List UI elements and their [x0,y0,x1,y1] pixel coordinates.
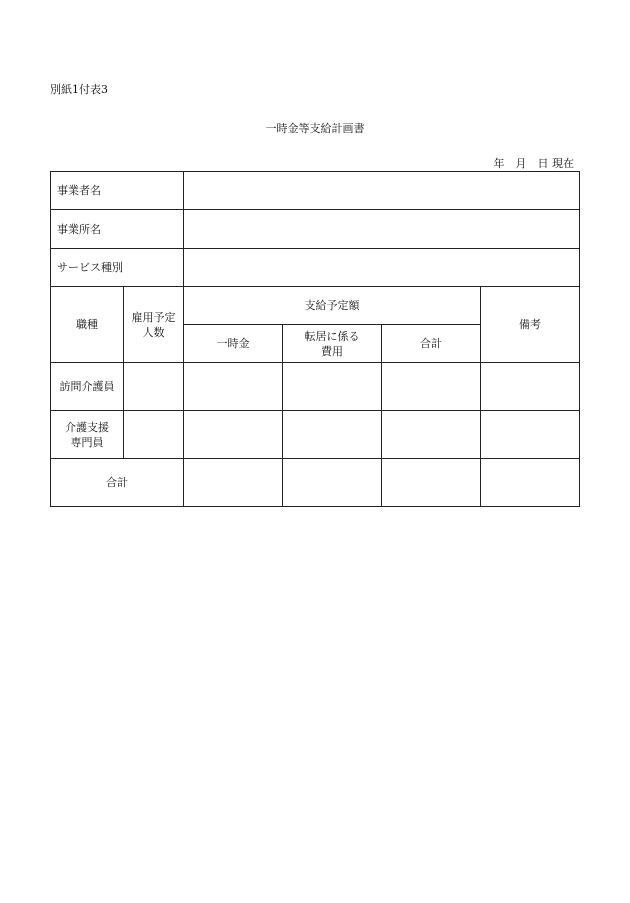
relocation-line2: 費用 [321,344,343,358]
total-label: 合計 [51,459,184,507]
total-relocation-field[interactable] [283,459,382,507]
document-label: 別紙1付表3 [50,83,108,96]
care-manager-remarks-field[interactable] [481,411,580,459]
planned-hires-header [124,287,184,363]
care-manager-label [51,411,124,459]
planned-hires-line1: 雇用予定 [131,310,176,324]
care-manager-row [51,411,580,459]
date-line: 年 月 日 現在 [493,157,574,170]
home-care-worker-relocation-field[interactable] [283,363,382,411]
business-name-label: 事業者名 [51,172,184,210]
home-care-worker-row [51,363,580,411]
payment-plan-table [50,171,580,507]
care-manager-line1: 介護支援 [65,420,109,434]
planned-payment-header: 支給予定額 [184,287,481,325]
home-care-worker-hires-field[interactable] [124,363,184,411]
office-name-field[interactable] [184,210,580,249]
service-type-row [51,249,580,287]
care-manager-lump-sum-field[interactable] [184,411,283,459]
care-manager-line2: 専門員 [70,435,104,449]
total-remarks-field[interactable] [481,459,580,507]
home-care-worker-subtotal-field[interactable] [382,363,481,411]
business-name-field[interactable] [184,172,580,210]
header-row-1 [51,287,580,325]
office-name-label: 事業所名 [51,210,184,249]
service-type-field[interactable] [184,249,580,287]
total-row [51,459,580,507]
care-manager-hires-field[interactable] [124,411,184,459]
office-name-row [51,210,580,249]
business-name-row [51,172,580,210]
service-type-label: サービス種別 [51,249,184,287]
job-type-header: 職種 [51,287,124,363]
remarks-header: 備考 [481,287,580,363]
total-subtotal-field[interactable] [382,459,481,507]
relocation-cost-header [283,325,382,363]
care-manager-relocation-field[interactable] [283,411,382,459]
document-title: 一時金等支給計画書 [265,122,365,135]
subtotal-header: 合計 [382,325,481,363]
relocation-line1: 転居に係る [304,329,360,343]
home-care-worker-remarks-field[interactable] [481,363,580,411]
home-care-worker-label: 訪問介護員 [51,363,124,411]
planned-hires-line2: 人数 [142,325,165,339]
care-manager-subtotal-field[interactable] [382,411,481,459]
lump-sum-header: 一時金 [184,325,283,363]
home-care-worker-lump-sum-field[interactable] [184,363,283,411]
total-lump-sum-field[interactable] [184,459,283,507]
